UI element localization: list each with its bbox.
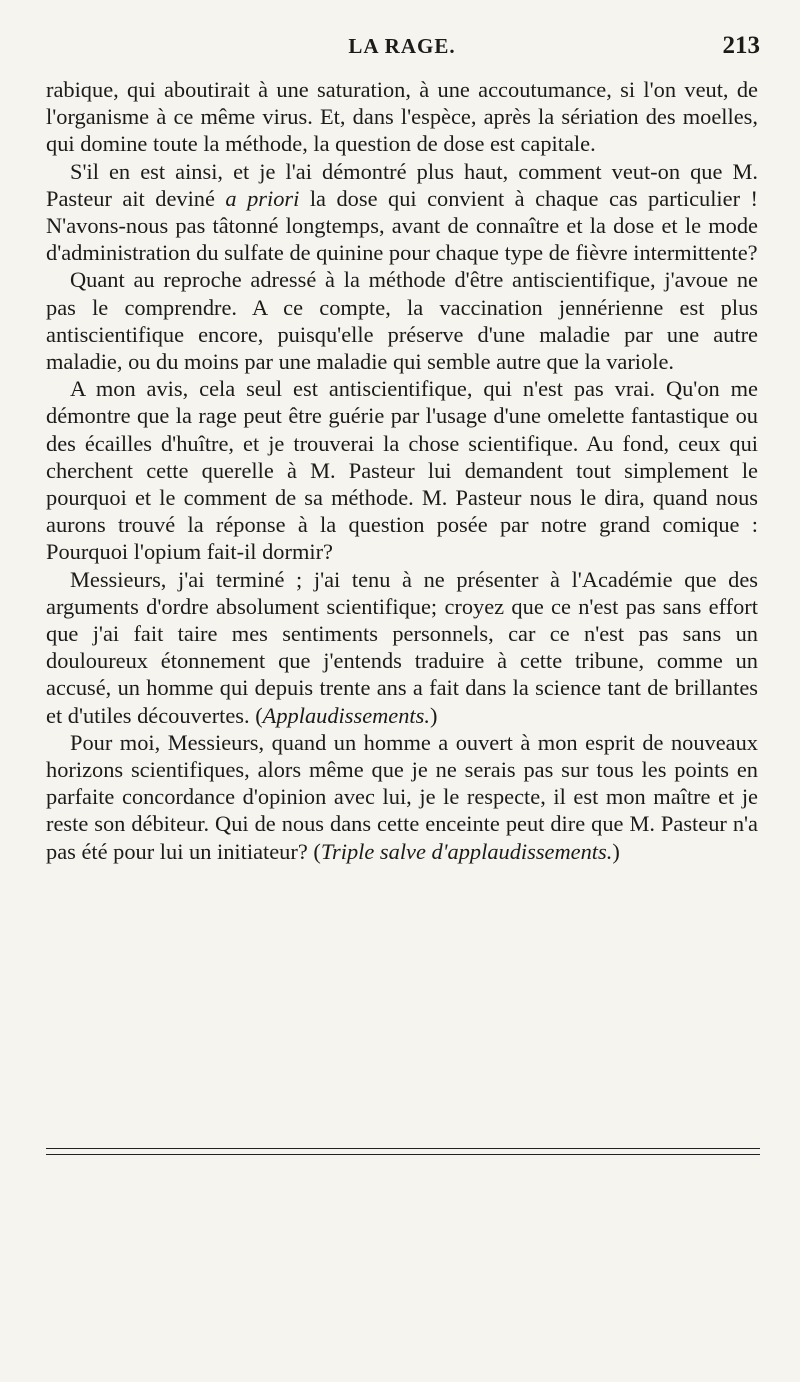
paragraph-text: rabique, qui aboutirait à une saturation, à une accoutumance, si l'on veut, de l'organisme à ce même virus. Et, dans l'espèce, après la sériation des moelles, qui domine toute la méthode, la question de dose est capitale. bbox=[46, 77, 758, 157]
paragraph-text: Pour moi, Messieurs, quand un homme a ouvert à mon esprit de nouveaux horizons scientifiques, alors même que je ne serais pas sur tous les points en parfaite concordance d'opinion avec lui, je le respecte, il est mon maître et je reste son débiteur. Qui de nous dans cette enceinte peut dire que M. Pasteur n'a pas été pour lui un initiateur? ( bbox=[46, 729, 758, 864]
running-head bbox=[44, 34, 760, 64]
paragraph-text: ) bbox=[429, 702, 438, 728]
footnote-rule-top bbox=[46, 1148, 760, 1149]
italic-text: Triple salve d'applaudissements. bbox=[320, 838, 613, 864]
paragraph-text: ) bbox=[612, 838, 620, 864]
paragraph-text: S'il en est ainsi, et je l'ai démontré plus haut, comment veut-on que M. Pasteur ait deviné bbox=[46, 158, 758, 211]
paragraph-text: Messieurs, j'ai terminé ; j'ai tenu à ne présenter à l'Académie que des arguments d'ordre absolument scientifique; croyez que ce n'est pas sans effort que j'ai fait taire mes sentiments personnels, car ce n'est pas sans un douloureux étonnement que j'entends traduire à cette tribune, comme un accusé, un homme qui depuis trente ans a fait dans la science tant de brillantes et d'utiles découvertes. ( bbox=[46, 566, 758, 728]
paragraph-text: la dose qui convient à chaque cas particulier ! N'avons-nous pas tâtonné longtemps, avant de connaître et la dose et le mode d'administration du sulfate de quinine pour chaque type de fièvre intermittente? bbox=[46, 185, 758, 266]
running-head-title: LA RAGE. bbox=[348, 34, 456, 58]
footnote-rule-bottom bbox=[46, 1154, 760, 1155]
paragraph bbox=[46, 729, 758, 865]
paragraph bbox=[46, 566, 758, 729]
italic-text: a priori bbox=[225, 185, 300, 211]
italic-text: Applaudissements. bbox=[262, 702, 430, 728]
paragraph bbox=[46, 266, 758, 375]
paragraph-text: Quant au reproche adressé à la méthode d'être antiscientifique, j'avoue ne pas le comprendre. A ce compte, la vaccination jennérienne est plus antiscientifique encore, puisqu'elle préserve d'une maladie par une autre maladie, ou du moins par une maladie qui semble autre que la variole. bbox=[46, 267, 758, 375]
paragraph bbox=[46, 375, 758, 565]
paragraph bbox=[46, 158, 758, 267]
body-text bbox=[46, 76, 758, 865]
page-number: 213 bbox=[722, 32, 760, 59]
paragraph bbox=[46, 76, 758, 158]
paragraph-text: A mon avis, cela seul est antiscientifique, qui n'est pas vrai. Qu'on me démontre que la rage peut être guérie par l'usage d'une omelette fantastique ou des écailles d'huître, et je trouverai la chose scientifique. Au fond, ceux qui cherchent cette querelle à M. Pasteur lui demandent tout simplement le pourquoi et le comment de sa méthode. M. Pasteur nous le dira, quand nous aurons trouvé la réponse à la question posée par notre grand comique : Pourquoi l'opium fait-il dormir? bbox=[46, 376, 758, 565]
